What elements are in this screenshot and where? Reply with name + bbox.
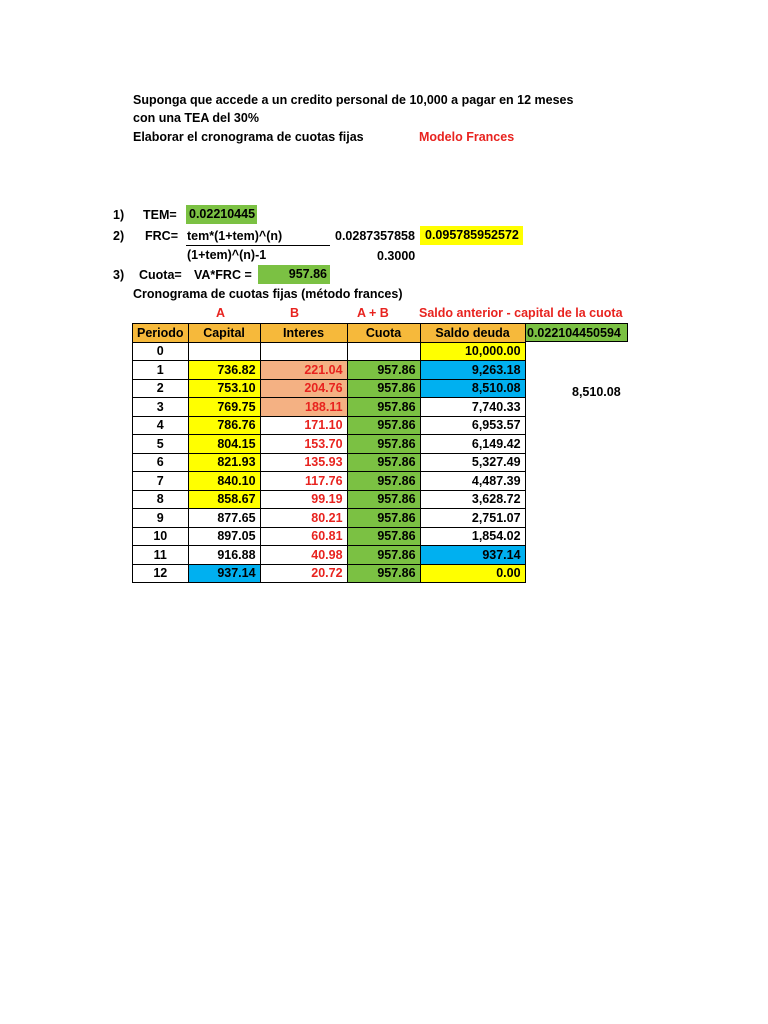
table-row bbox=[133, 416, 526, 435]
col-letter-b: B bbox=[290, 306, 300, 320]
table-header-row bbox=[133, 324, 526, 343]
table-row bbox=[133, 342, 526, 361]
periodo-cell: 1 bbox=[133, 361, 189, 380]
periodo-cell: 0 bbox=[133, 342, 189, 361]
table-row bbox=[133, 379, 526, 398]
table-row bbox=[133, 453, 526, 472]
cuota-cell: 957.86 bbox=[347, 472, 420, 491]
capital-cell: 753.10 bbox=[188, 379, 260, 398]
saldo-cell: 2,751.07 bbox=[420, 509, 525, 528]
periodo-cell: 8 bbox=[133, 490, 189, 509]
col-letter-a: A bbox=[216, 306, 226, 320]
cuota-label: Cuota= bbox=[139, 268, 182, 282]
cuota-cell: 957.86 bbox=[347, 490, 420, 509]
interes-cell: 135.93 bbox=[260, 453, 347, 472]
periodo-cell: 2 bbox=[133, 379, 189, 398]
intro-line-2: con una TEA del 30% bbox=[133, 111, 259, 125]
cuota-cell: 957.86 bbox=[347, 509, 420, 528]
saldo-cell: 10,000.00 bbox=[420, 342, 525, 361]
cuota-cell: 957.86 bbox=[347, 416, 420, 435]
cuota-cell: 957.86 bbox=[347, 435, 420, 454]
capital-cell: 937.14 bbox=[188, 564, 260, 583]
periodo-cell: 11 bbox=[133, 546, 189, 565]
capital-cell: 804.15 bbox=[188, 435, 260, 454]
cuota-cell: 957.86 bbox=[347, 564, 420, 583]
saldo-cell: 0.00 bbox=[420, 564, 525, 583]
saldo-cell: 6,149.42 bbox=[420, 435, 525, 454]
cuota-cell: 957.86 bbox=[347, 379, 420, 398]
tem-value: 0.02210445 bbox=[186, 205, 257, 224]
interes-cell: 117.76 bbox=[260, 472, 347, 491]
schedule-table bbox=[132, 323, 526, 583]
capital-cell: 916.88 bbox=[188, 546, 260, 565]
frc-label: FRC= bbox=[145, 229, 178, 243]
table-row bbox=[133, 398, 526, 417]
header-cuota: Cuota bbox=[347, 324, 420, 343]
step3-number: 3) bbox=[113, 268, 125, 282]
interes-cell: 80.21 bbox=[260, 509, 347, 528]
capital-cell bbox=[188, 342, 260, 361]
interes-cell: 188.11 bbox=[260, 398, 347, 417]
interes-cell: 60.81 bbox=[260, 527, 347, 546]
capital-cell: 769.75 bbox=[188, 398, 260, 417]
table-row bbox=[133, 435, 526, 454]
periodo-cell: 5 bbox=[133, 435, 189, 454]
frc-numerator: tem*(1+tem)^(n) bbox=[187, 229, 283, 243]
header-interes: Interes bbox=[260, 324, 347, 343]
frc-numerator-value: 0.0287357858 bbox=[335, 229, 415, 243]
capital-cell: 897.05 bbox=[188, 527, 260, 546]
frc-denominator: (1+tem)^(n)-1 bbox=[187, 248, 267, 262]
capital-cell: 821.93 bbox=[188, 453, 260, 472]
side-rate-value: 0.022104450594 bbox=[523, 323, 628, 342]
capital-cell: 786.76 bbox=[188, 416, 260, 435]
header-periodo: Periodo bbox=[133, 324, 189, 343]
saldo-cell: 6,953.57 bbox=[420, 416, 525, 435]
saldo-cell: 4,487.39 bbox=[420, 472, 525, 491]
cuota-cell: 957.86 bbox=[347, 361, 420, 380]
table-row bbox=[133, 546, 526, 565]
col-letter-ab: A + B bbox=[357, 306, 389, 320]
interes-cell: 20.72 bbox=[260, 564, 347, 583]
saldo-cell: 937.14 bbox=[420, 546, 525, 565]
interes-cell: 40.98 bbox=[260, 546, 347, 565]
periodo-cell: 9 bbox=[133, 509, 189, 528]
capital-cell: 877.65 bbox=[188, 509, 260, 528]
table-row bbox=[133, 490, 526, 509]
table-row bbox=[133, 527, 526, 546]
interes-cell: 153.70 bbox=[260, 435, 347, 454]
table-row bbox=[133, 472, 526, 491]
interes-cell: 221.04 bbox=[260, 361, 347, 380]
step1-number: 1) bbox=[113, 208, 125, 222]
saldo-cell: 8,510.08 bbox=[420, 379, 525, 398]
header-saldo: Saldo deuda bbox=[420, 324, 525, 343]
capital-cell: 840.10 bbox=[188, 472, 260, 491]
saldo-cell: 9,263.18 bbox=[420, 361, 525, 380]
saldo-note: Saldo anterior - capital de la cuota bbox=[419, 306, 623, 320]
side-saldo-value: 8,510.08 bbox=[572, 385, 621, 399]
header-capital: Capital bbox=[188, 324, 260, 343]
capital-cell: 858.67 bbox=[188, 490, 260, 509]
cuota-formula: VA*FRC = bbox=[194, 268, 252, 282]
fraction-line bbox=[186, 245, 330, 246]
interes-cell: 99.19 bbox=[260, 490, 347, 509]
saldo-cell: 5,327.49 bbox=[420, 453, 525, 472]
intro-line-3: Elaborar el cronograma de cuotas fijas bbox=[133, 130, 364, 144]
tem-label: TEM= bbox=[143, 208, 177, 222]
cuota-cell bbox=[347, 342, 420, 361]
frc-denominator-value: 0.3000 bbox=[377, 249, 416, 263]
intro-line-1: Suponga que accede a un credito personal de 10,000 a pagar en 12 meses bbox=[133, 93, 574, 107]
interes-cell: 171.10 bbox=[260, 416, 347, 435]
frc-result: 0.095785952572 bbox=[420, 226, 523, 245]
periodo-cell: 10 bbox=[133, 527, 189, 546]
periodo-cell: 12 bbox=[133, 564, 189, 583]
interes-cell: 204.76 bbox=[260, 379, 347, 398]
saldo-cell: 3,628.72 bbox=[420, 490, 525, 509]
capital-cell: 736.82 bbox=[188, 361, 260, 380]
schedule-title: Cronograma de cuotas fijas (método frances) bbox=[133, 287, 403, 301]
cuota-cell: 957.86 bbox=[347, 453, 420, 472]
cuota-value: 957.86 bbox=[258, 265, 330, 284]
table-row bbox=[133, 564, 526, 583]
periodo-cell: 4 bbox=[133, 416, 189, 435]
cuota-cell: 957.86 bbox=[347, 546, 420, 565]
saldo-cell: 1,854.02 bbox=[420, 527, 525, 546]
periodo-cell: 6 bbox=[133, 453, 189, 472]
cuota-cell: 957.86 bbox=[347, 398, 420, 417]
model-label: Modelo Frances bbox=[419, 130, 515, 144]
periodo-cell: 7 bbox=[133, 472, 189, 491]
table-row bbox=[133, 509, 526, 528]
saldo-cell: 7,740.33 bbox=[420, 398, 525, 417]
table-row bbox=[133, 361, 526, 380]
cuota-cell: 957.86 bbox=[347, 527, 420, 546]
interes-cell bbox=[260, 342, 347, 361]
step2-number: 2) bbox=[113, 229, 125, 243]
periodo-cell: 3 bbox=[133, 398, 189, 417]
